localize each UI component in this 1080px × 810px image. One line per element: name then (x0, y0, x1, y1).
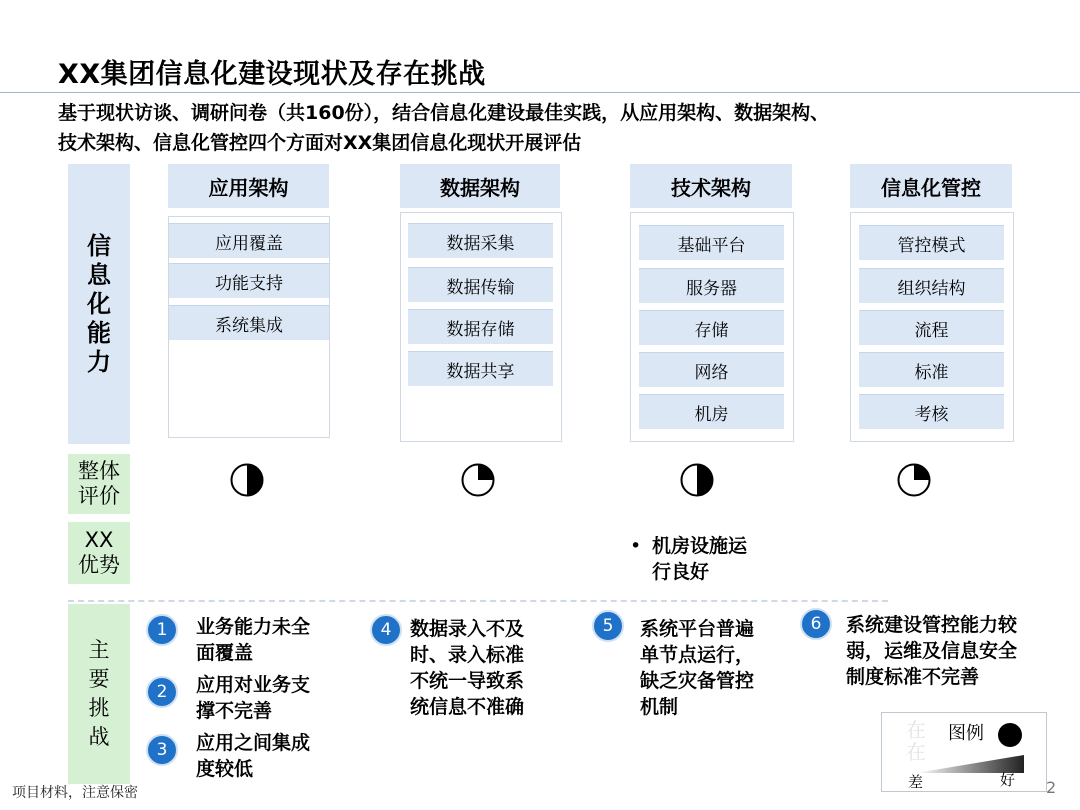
challenge-number-badge: 2 (146, 676, 178, 708)
challenge-line: 系统建设管控能力较 (846, 614, 1018, 636)
challenge-text (410, 616, 524, 720)
capability-item: 应用覆盖 (169, 223, 329, 258)
challenge-number-badge: 5 (592, 610, 624, 642)
challenge-line: 统信息不准确 (410, 696, 525, 718)
overall-evaluation-label (68, 454, 130, 514)
advantage-label (68, 522, 130, 584)
capability-item: 存储 (639, 310, 784, 345)
subtitle-line-2: 技术架构、信息化管控四个方面对XX集团信息化现状开展评估 (58, 132, 582, 154)
challenge-line: 业务能力未全 (196, 616, 311, 638)
challenge-text (196, 672, 310, 724)
capability-item: 考核 (859, 394, 1004, 429)
challenge-text (846, 612, 1017, 690)
challenge-char: 挑 (88, 696, 110, 720)
capability-item: 基础平台 (639, 225, 784, 260)
watermark-char: 在 (906, 740, 926, 764)
challenge-text (640, 616, 754, 720)
capability-item: 组织结构 (859, 268, 1004, 303)
column-header-application: 应用架构 (168, 164, 329, 208)
column-box-data (400, 212, 562, 442)
capability-label (68, 164, 130, 444)
legend (881, 712, 1047, 792)
capability-item: 数据共享 (408, 351, 553, 386)
capability-item: 标准 (859, 352, 1004, 387)
challenge-number-badge: 6 (800, 608, 832, 640)
capability-char: 信 (87, 231, 111, 260)
watermark-char: 在 (906, 718, 926, 742)
advantage-line: 机房设施运 (652, 535, 748, 557)
challenge-char: 战 (88, 725, 110, 749)
column-header-governance: 信息化管控 (850, 164, 1012, 208)
challenge-text (196, 730, 310, 782)
challenge-char: 主 (88, 638, 110, 662)
challenge-line: 单节点运行， (640, 644, 755, 666)
capability-item: 系统集成 (169, 305, 329, 340)
challenge-line: 度较低 (196, 758, 254, 780)
capability-char: 能 (87, 318, 111, 347)
challenge-number-badge: 3 (146, 734, 178, 766)
overall-label-line: 整体 (78, 459, 120, 483)
challenge-line: 弱，运维及信息安全 (846, 640, 1018, 662)
capability-item: 管控模式 (859, 225, 1004, 260)
column-header-technology: 技术架构 (630, 164, 792, 208)
capability-item: 功能支持 (169, 263, 329, 298)
challenge-line: 时、录入标准 (410, 644, 525, 666)
challenge-number-badge: 1 (146, 614, 178, 646)
legend-full-circle-icon (998, 723, 1022, 747)
page-subtitle (58, 98, 1048, 158)
column-box-application (168, 216, 330, 438)
advantage-label-line: 优势 (78, 553, 120, 577)
column-box-technology (630, 212, 794, 442)
challenge-line: 不统一导致系 (410, 670, 525, 692)
challenge-line: 制度标准不完善 (846, 666, 980, 688)
column-box-governance (850, 212, 1014, 442)
challenge-line: 应用之间集成 (196, 732, 311, 754)
title-divider (0, 92, 1080, 93)
capability-item: 流程 (859, 310, 1004, 345)
challenge-line: 系统平台普遍 (640, 618, 755, 640)
legend-title: 图例 (948, 723, 984, 744)
subtitle-line-1: 基于现状访谈、调研问卷（共160份），结合信息化建设最佳实践，从应用架构、数据架构、 (58, 102, 830, 124)
capability-item: 网络 (639, 352, 784, 387)
page-title: XX集团信息化建设现状及存在挑战 (58, 59, 486, 90)
bullet: • (630, 535, 642, 557)
section-divider (68, 600, 888, 602)
challenge-line: 缺乏灾备管控 (640, 670, 755, 692)
challenge-line: 撑不完善 (196, 700, 273, 722)
challenge-line: 机制 (640, 696, 679, 718)
challenge-char: 要 (88, 667, 110, 691)
advantage-label-line: XX (84, 528, 114, 552)
advantage-line: 行良好 (652, 561, 710, 583)
challenge-line: 数据录入不及 (410, 618, 525, 640)
capability-item: 数据存储 (408, 309, 553, 344)
legend-bad-label: 差 (908, 773, 924, 791)
overall-label-line: 评价 (78, 484, 120, 508)
rating-harvey-ball (230, 463, 264, 497)
advantage-item (630, 533, 747, 585)
capability-item: 服务器 (639, 268, 784, 303)
footer-note: 项目材料，注意保密 (12, 785, 138, 801)
rating-harvey-ball (461, 463, 495, 497)
rating-harvey-ball (897, 463, 931, 497)
page-number: 2 (1046, 778, 1057, 797)
rating-harvey-ball (680, 463, 714, 497)
capability-char: 化 (87, 289, 111, 318)
capability-item: 数据采集 (408, 223, 553, 258)
challenge-number-badge: 4 (370, 614, 402, 646)
challenge-line: 面覆盖 (196, 642, 254, 664)
capability-char: 力 (87, 347, 111, 376)
capability-char: 息 (87, 260, 111, 289)
column-header-data: 数据架构 (400, 164, 560, 208)
challenge-text (196, 614, 310, 666)
challenge-label (68, 604, 130, 784)
challenge-line: 应用对业务支 (196, 674, 311, 696)
capability-item: 数据传输 (408, 267, 553, 302)
capability-item: 机房 (639, 394, 784, 429)
legend-good-label: 好 (1000, 771, 1016, 789)
